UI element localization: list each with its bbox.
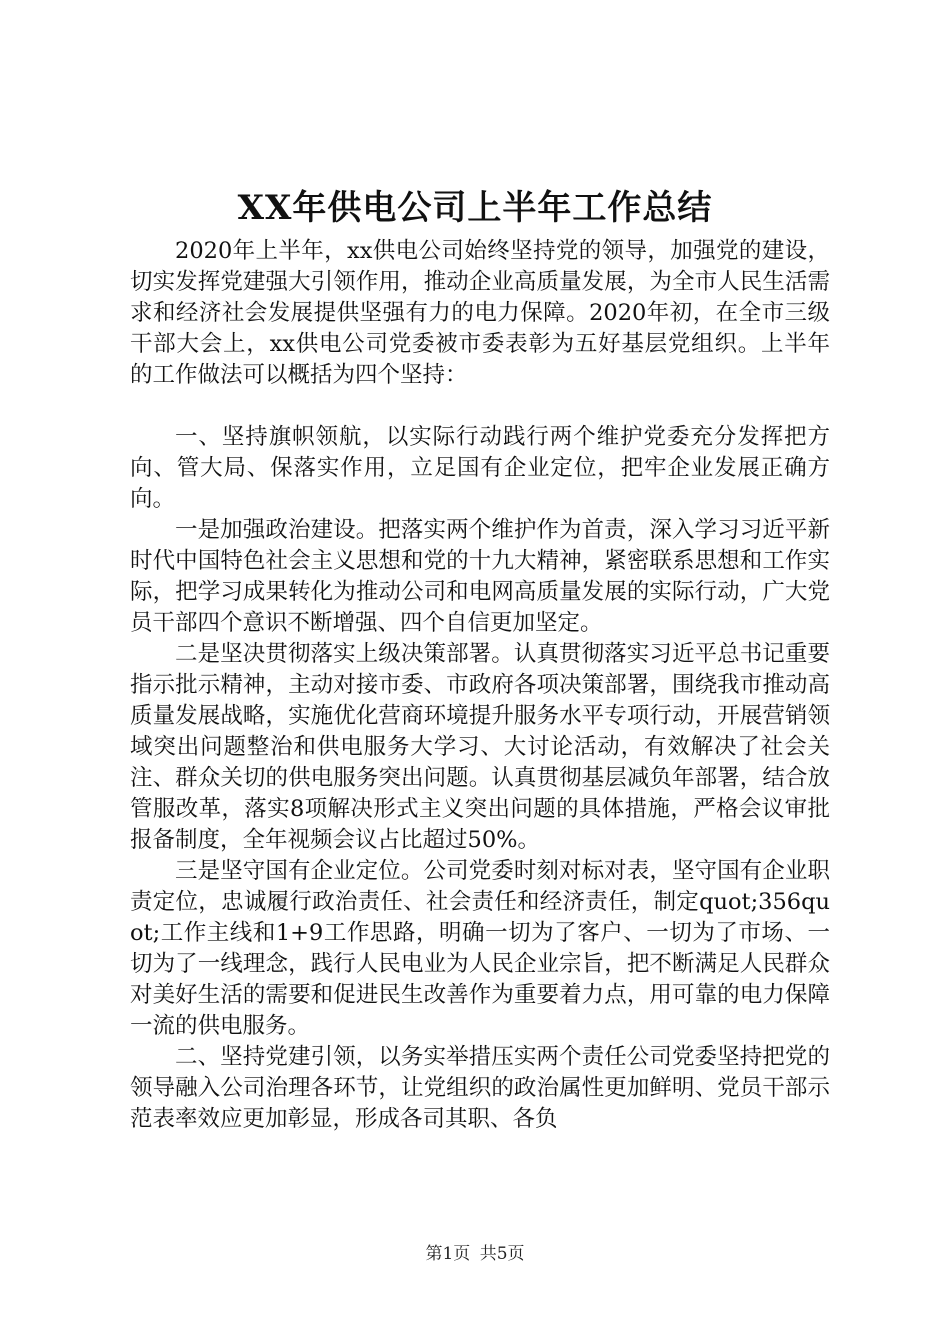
- document-title: XX年供电公司上半年工作总结: [237, 188, 713, 228]
- paragraph-section-2: 二、坚持党建引领，以务实举措压实两个责任公司党委坚持把党的领导融入公司治理各环节，让党组织的政治属性更加鲜明、党员干部示范表率效应更加彰显，形成各司其职、各负: [130, 1044, 830, 1132]
- paragraph-section-1: 一、坚持旗帜领航，以实际行动践行两个维护党委充分发挥把方向、管大局、保落实作用，立足国有企业定位，把牢企业发展正确方向。: [130, 424, 830, 512]
- page-number: 第1页: [425, 1244, 471, 1264]
- paragraph-spacer: [130, 391, 830, 422]
- document-body: [130, 236, 830, 1135]
- page-footer: [0, 1243, 950, 1265]
- paragraph-item-3: 三是坚守国有企业定位。公司党委时刻对标对表，坚守国有企业职责定位，忠诚履行政治责任、社会责任和经济责任，制定quot;356quot;工作主线和1+9工作思路，明确一切为了客户、一切为了市场、一切为了一线理念，践行人民电业为人民企业宗旨，把不断满足人民群众对美好生活的需要和促进民生改善作为重要着力点，用可靠的电力保障一流的供电服务。: [130, 858, 830, 1039]
- paragraph-item-1: 一是加强政治建设。把落实两个维护作为首责，深入学习习近平新时代中国特色社会主义思想和党的十九大精神，紧密联系思想和工作实际，把学习成果转化为推动公司和电网高质量发展的实际行动，广大党员干部四个意识不断增强、四个自信更加坚定。: [130, 517, 830, 636]
- paragraph-intro: 2020年上半年，xx供电公司始终坚持党的领导，加强党的建设，切实发挥党建强大引领作用，推动企业高质量发展，为全市人民生活需求和经济社会发展提供坚强有力的电力保障。2020年初，在全市三级干部大会上，xx供电公司党委被市委表彰为五好基层党组织。上半年的工作做法可以概括为四个坚持：: [130, 238, 830, 388]
- page-total: 共5页: [479, 1244, 525, 1264]
- paragraph-item-2: 二是坚决贯彻落实上级决策部署。认真贯彻落实习近平总书记重要指示批示精神，主动对接市委、市政府各项决策部署，围绕我市推动高质量发展战略，实施优化营商环境提升服务水平专项行动，开展营销领域突出问题整治和供电服务大学习、大讨论活动，有效解决了社会关注、群众关切的供电服务突出问题。认真贯彻基层减负年部署，结合放管服改革，落实8项解决形式主义突出问题的具体措施，严格会议审批报备制度，全年视频会议占比超过50%。: [130, 641, 830, 853]
